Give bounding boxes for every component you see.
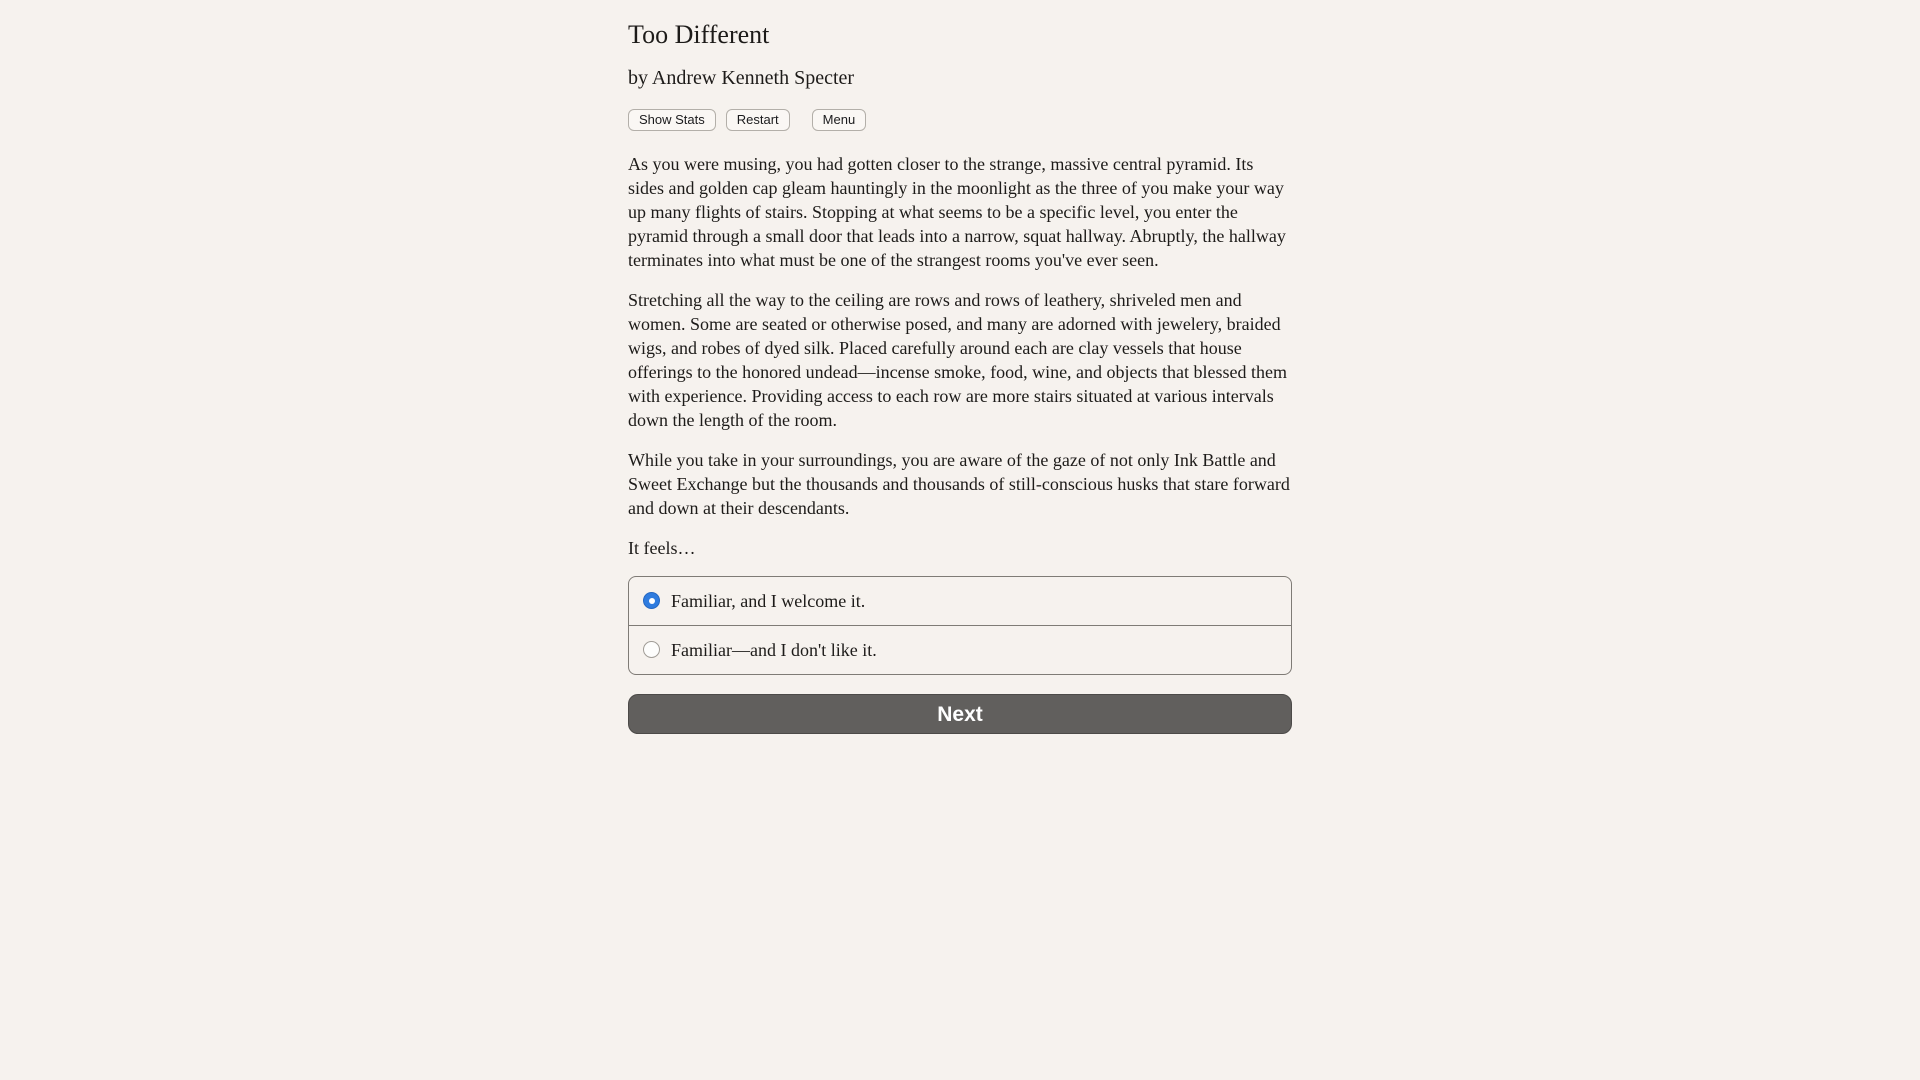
story-paragraph-3: While you take in your surroundings, you are aware of the gaze of not only Ink Battle and Sweet Exchange but the thousands and thousands of still-conscious husks that stare forward and down at their descendants. [628, 449, 1290, 518]
page-title: Too Different [628, 20, 770, 49]
story-prompt: It feels… [628, 537, 696, 558]
toolbar [628, 109, 1292, 131]
menu-button[interactable]: Menu [812, 109, 867, 131]
author-byline: by Andrew Kenneth Specter [628, 66, 855, 89]
story-content-column [628, 0, 1292, 734]
radio-button-selected-icon[interactable] [643, 592, 660, 609]
restart-button[interactable]: Restart [726, 109, 790, 131]
choice-option-1-label: Familiar, and I welcome it. [671, 590, 866, 611]
story-paragraph-2: Stretching all the way to the ceiling are rows and rows of leathery, shriveled men and women. Some are seated or otherwise posed, and many are adorned with jewelery, braided wigs, and robes of dyed silk. Placed carefully around each are clay vessels that house offerings to the honored undead—incense smoke, food, wine, and objects that blessed them with experience. Providing access to each row are more stairs situated at various intervals down the length of the room. [628, 289, 1288, 430]
choice-option-1[interactable] [629, 577, 1291, 625]
show-stats-button[interactable]: Show Stats [628, 109, 716, 131]
choice-group [628, 576, 1292, 675]
story-paragraph-1: As you were musing, you had gotten closer to the strange, massive central pyramid. Its sides and golden cap gleam hauntingly in the moonlight as the three of you make your way up many flights of stairs. Stopping at what seems to be a specific level, you enter the pyramid through a small door that leads into a narrow, squat hallway. Abruptly, the hallway terminates into what must be one of the strangest rooms you've ever seen. [628, 153, 1286, 270]
choice-option-2[interactable] [629, 626, 1291, 674]
choice-option-2-label: Familiar—and I don't like it. [671, 639, 877, 660]
next-button[interactable]: Next [628, 694, 1292, 734]
radio-button-unselected-icon[interactable] [643, 641, 660, 658]
